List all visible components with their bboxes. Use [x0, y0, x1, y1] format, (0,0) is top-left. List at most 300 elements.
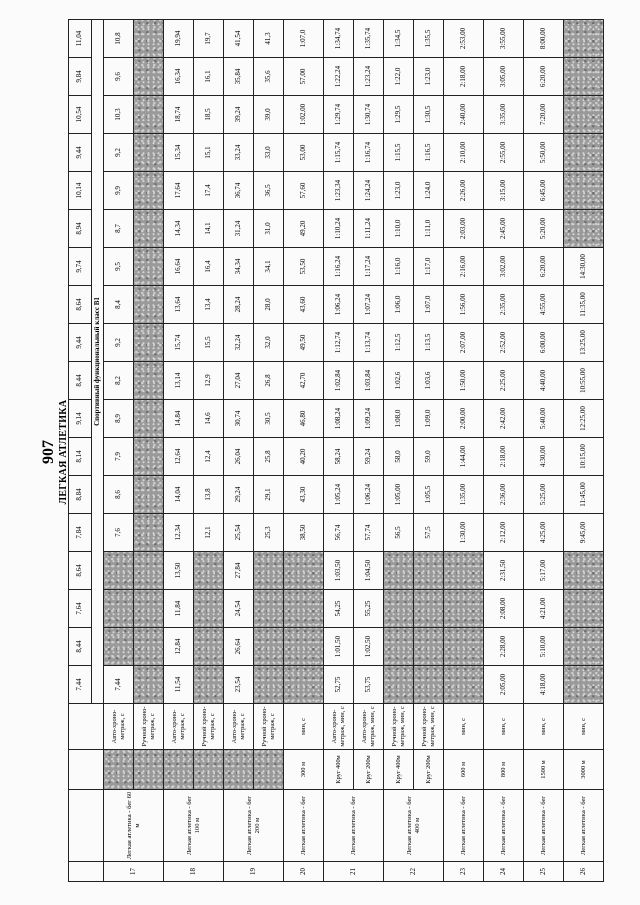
value-cell: 1:02,6 [384, 362, 414, 400]
value-cell [134, 96, 164, 134]
column-header: 8,14 [69, 438, 92, 476]
value-cell: 4:40,00 [524, 362, 564, 400]
row-number: 20 [284, 862, 324, 882]
column-header-row [69, 20, 92, 882]
row-number: 26 [564, 862, 604, 882]
table-row [444, 20, 484, 882]
standards-table [68, 19, 604, 882]
value-cell: 1:50,00 [444, 362, 484, 400]
value-cell: 4:18,00 [524, 666, 564, 704]
event-name: Легкая атлетика - бег [484, 790, 524, 862]
value-cell: 40,20 [284, 438, 324, 476]
value-cell: 2:16,00 [444, 248, 484, 286]
value-cell: 41,54 [224, 20, 254, 58]
value-cell: 9:45,00 [564, 514, 604, 552]
value-cell: 38,50 [284, 514, 324, 552]
value-cell [134, 438, 164, 476]
unit-cell: Ручной хроно-метраж, с [194, 704, 224, 750]
value-cell: 6:20,00 [524, 58, 564, 96]
value-cell [414, 552, 444, 590]
value-cell [104, 552, 134, 590]
row-number: 21 [324, 862, 384, 882]
value-cell: 1:10,0 [384, 210, 414, 248]
table-row [194, 20, 224, 882]
value-cell: 3:02,00 [484, 248, 524, 286]
value-cell [134, 172, 164, 210]
value-cell [134, 362, 164, 400]
value-cell: 8,9 [104, 400, 134, 438]
value-cell: 14,84 [164, 400, 194, 438]
unit-cell: Авто-хроно-метраж, с [224, 704, 254, 750]
value-cell: 2:18,00 [484, 438, 524, 476]
value-cell: 32,24 [224, 324, 254, 362]
value-cell [564, 96, 604, 134]
event-name: Легкая атлетика - бег 100 м [164, 790, 224, 862]
value-cell: 14,04 [164, 476, 194, 514]
value-cell: 39,24 [224, 96, 254, 134]
value-cell: 57,74 [354, 514, 384, 552]
value-cell: 43,30 [284, 476, 324, 514]
value-cell: 3:55,00 [484, 20, 524, 58]
table-row [354, 20, 384, 882]
blank-header-cell [69, 750, 104, 790]
value-cell: 2:08,00 [484, 590, 524, 628]
value-cell: 1:23,0 [384, 172, 414, 210]
value-cell: 2:00,00 [444, 400, 484, 438]
value-cell: 9,5 [104, 248, 134, 286]
value-cell: 3:05,00 [484, 58, 524, 96]
value-cell: 7,6 [104, 514, 134, 552]
value-cell: 59,0 [414, 438, 444, 476]
discipline-cell: 800 м [484, 750, 524, 790]
value-cell [134, 552, 164, 590]
value-cell: 16,64 [164, 248, 194, 286]
unit-cell: Авто-хроно-метраж, с [164, 704, 194, 750]
table-row [384, 20, 414, 882]
value-cell: 16,4 [194, 248, 224, 286]
value-cell: 26,04 [224, 438, 254, 476]
column-header: 9,14 [69, 400, 92, 438]
value-cell: 7,9 [104, 438, 134, 476]
value-cell: 28,24 [224, 286, 254, 324]
value-cell: 5:20,00 [524, 210, 564, 248]
value-cell [284, 590, 324, 628]
table-row [484, 20, 524, 882]
value-cell: 12,9 [194, 362, 224, 400]
column-header: 8,84 [69, 476, 92, 514]
value-cell [284, 666, 324, 704]
value-cell: 1:11,0 [414, 210, 444, 248]
unit-cell: Ручной хроно-метраж, мин, с [414, 704, 444, 750]
value-cell: 1:23,34 [324, 172, 354, 210]
event-name: Легкая атлетика - бег [524, 790, 564, 862]
discipline-cell: 1500 м [524, 750, 564, 790]
value-cell [414, 628, 444, 666]
value-cell [134, 476, 164, 514]
value-cell: 1:44,00 [444, 438, 484, 476]
value-cell [254, 628, 284, 666]
value-cell: 27,84 [224, 552, 254, 590]
table-row [564, 20, 604, 882]
value-cell: 8,7 [104, 210, 134, 248]
value-cell [134, 286, 164, 324]
value-cell: 1:09,24 [354, 400, 384, 438]
value-cell [194, 552, 224, 590]
value-cell: 33,24 [224, 134, 254, 172]
column-header: 7,64 [69, 590, 92, 628]
event-name: Легкая атлетика - бег 60 м [104, 790, 164, 862]
value-cell: 2:42,00 [484, 400, 524, 438]
class-label: Спортивный функциональный класс В1 [92, 20, 104, 704]
value-cell: 36,5 [254, 172, 284, 210]
value-cell: 15,74 [164, 324, 194, 362]
value-cell: 13,4 [194, 286, 224, 324]
value-cell [104, 628, 134, 666]
column-header: 7,44 [69, 666, 92, 704]
value-cell: 1:17,0 [414, 248, 444, 286]
value-cell: 4:55,00 [524, 286, 564, 324]
value-cell: 2:31,50 [484, 552, 524, 590]
value-cell [134, 590, 164, 628]
value-cell: 53,75 [354, 666, 384, 704]
value-cell [564, 210, 604, 248]
value-cell: 13,50 [164, 552, 194, 590]
value-cell: 56,5 [384, 514, 414, 552]
value-cell [134, 628, 164, 666]
value-cell: 8,6 [104, 476, 134, 514]
table-row [254, 20, 284, 882]
discipline-cell [134, 750, 164, 790]
value-cell [134, 134, 164, 172]
page-title: ЛЕГКАЯ АТЛЕТИКА [58, 399, 69, 505]
value-cell: 5:10,00 [524, 628, 564, 666]
value-cell [384, 666, 414, 704]
discipline-cell: Круг 200м [354, 750, 384, 790]
value-cell: 1:02,00 [284, 96, 324, 134]
value-cell [384, 628, 414, 666]
value-cell: 1:06,24 [324, 286, 354, 324]
value-cell: 12:25,00 [564, 400, 604, 438]
value-cell: 1:34,5 [384, 20, 414, 58]
value-cell: 1:13,74 [354, 324, 384, 362]
value-cell: 11:35,00 [564, 286, 604, 324]
value-cell: 1:05,00 [384, 476, 414, 514]
value-cell: 15,34 [164, 134, 194, 172]
value-cell: 36,74 [224, 172, 254, 210]
value-cell: 13,14 [164, 362, 194, 400]
discipline-cell [224, 750, 254, 790]
value-cell: 1:29,5 [384, 96, 414, 134]
value-cell: 31,24 [224, 210, 254, 248]
value-cell: 1:05,5 [414, 476, 444, 514]
value-cell: 14,34 [164, 210, 194, 248]
value-cell: 8:00,00 [524, 20, 564, 58]
value-cell: 53,50 [284, 248, 324, 286]
value-cell [254, 552, 284, 590]
event-name: Легкая атлетика - бег [324, 790, 384, 862]
value-cell: 12,1 [194, 514, 224, 552]
value-cell: 12,34 [164, 514, 194, 552]
event-name: Легкая атлетика - бег [444, 790, 484, 862]
value-cell [134, 20, 164, 58]
value-cell: 2:28,00 [484, 628, 524, 666]
value-cell [564, 552, 604, 590]
unit-cell: мин, с [284, 704, 324, 750]
value-cell: 5:17,00 [524, 552, 564, 590]
value-cell: 7,44 [104, 666, 134, 704]
value-cell: 2:07,00 [444, 324, 484, 362]
value-cell: 29,24 [224, 476, 254, 514]
unit-cell: Авто-хроно-метраж, с [104, 704, 134, 750]
value-cell: 29,1 [254, 476, 284, 514]
value-cell: 19,7 [194, 20, 224, 58]
value-cell [444, 666, 484, 704]
value-cell: 28,0 [254, 286, 284, 324]
value-cell: 35,84 [224, 58, 254, 96]
blank-header-cell [69, 862, 104, 882]
value-cell: 30,74 [224, 400, 254, 438]
value-cell: 23,54 [224, 666, 254, 704]
value-cell: 4:25,00 [524, 514, 564, 552]
discipline-cell: 3000 м [564, 750, 604, 790]
discipline-cell [194, 750, 224, 790]
value-cell: 2:40,00 [444, 96, 484, 134]
column-header: 11,04 [69, 20, 92, 58]
value-cell: 1:22,0 [384, 58, 414, 96]
value-cell [564, 628, 604, 666]
value-cell: 49,20 [284, 210, 324, 248]
value-cell [194, 666, 224, 704]
column-header: 8,64 [69, 286, 92, 324]
value-cell: 1:03,6 [414, 362, 444, 400]
value-cell: 10:15,00 [564, 438, 604, 476]
value-cell: 24,54 [224, 590, 254, 628]
value-cell: 10,8 [104, 20, 134, 58]
value-cell [254, 590, 284, 628]
value-cell: 9,2 [104, 324, 134, 362]
table-row [164, 20, 194, 882]
value-cell: 58,0 [384, 438, 414, 476]
value-cell: 1:12,74 [324, 324, 354, 362]
column-header: 10,14 [69, 172, 92, 210]
value-cell: 1:06,0 [384, 286, 414, 324]
value-cell: 11,84 [164, 590, 194, 628]
value-cell [194, 590, 224, 628]
value-cell [104, 590, 134, 628]
value-cell: 13:25,00 [564, 324, 604, 362]
value-cell: 12,64 [164, 438, 194, 476]
value-cell [194, 628, 224, 666]
value-cell: 1:03,50 [324, 552, 354, 590]
value-cell: 19,94 [164, 20, 194, 58]
value-cell: 31,0 [254, 210, 284, 248]
discipline-cell: Круг 400м [324, 750, 354, 790]
value-cell [564, 666, 604, 704]
blank-header-cell [69, 790, 104, 862]
value-cell: 39,0 [254, 96, 284, 134]
column-header: 10,54 [69, 96, 92, 134]
value-cell: 13,64 [164, 286, 194, 324]
row-number: 25 [524, 862, 564, 882]
value-cell: 1:07,0 [414, 286, 444, 324]
value-cell: 2:05,00 [484, 666, 524, 704]
value-cell [444, 628, 484, 666]
value-cell: 2:55,00 [484, 134, 524, 172]
table-row [324, 20, 354, 882]
value-cell: 4:30,00 [524, 438, 564, 476]
value-cell [134, 58, 164, 96]
table-row [414, 20, 444, 882]
value-cell: 11,54 [164, 666, 194, 704]
value-cell: 57,60 [284, 172, 324, 210]
value-cell: 1:34,74 [324, 20, 354, 58]
table-row [104, 20, 134, 882]
value-cell: 7:20,00 [524, 96, 564, 134]
value-cell [444, 552, 484, 590]
value-cell: 6:00,00 [524, 324, 564, 362]
value-cell: 1:10,24 [324, 210, 354, 248]
value-cell: 1:24,0 [414, 172, 444, 210]
value-cell: 41,3 [254, 20, 284, 58]
row-number: 24 [484, 862, 524, 882]
value-cell: 11:45,00 [564, 476, 604, 514]
unit-cell: Ручной хроно-метраж, с [254, 704, 284, 750]
column-header: 8,44 [69, 362, 92, 400]
value-cell: 15,5 [194, 324, 224, 362]
value-cell: 30,5 [254, 400, 284, 438]
column-header: 9,74 [69, 248, 92, 286]
value-cell: 26,8 [254, 362, 284, 400]
value-cell: 55,25 [354, 590, 384, 628]
value-cell: 52,75 [324, 666, 354, 704]
value-cell: 5:40,00 [524, 400, 564, 438]
value-cell: 1:16,0 [384, 248, 414, 286]
value-cell [414, 590, 444, 628]
value-cell: 43,60 [284, 286, 324, 324]
value-cell: 58,24 [324, 438, 354, 476]
value-cell: 1:12,5 [384, 324, 414, 362]
value-cell: 6:20,00 [524, 248, 564, 286]
discipline-cell [104, 750, 134, 790]
value-cell: 1:02,84 [324, 362, 354, 400]
value-cell: 1:35,74 [354, 20, 384, 58]
value-cell: 5:25,00 [524, 476, 564, 514]
page-number: 907 [40, 440, 57, 464]
value-cell: 2:18,00 [444, 58, 484, 96]
value-cell: 16,34 [164, 58, 194, 96]
value-cell: 1:30,74 [354, 96, 384, 134]
value-cell: 1:16,74 [354, 134, 384, 172]
discipline-cell [254, 750, 284, 790]
row-number: 18 [164, 862, 224, 882]
value-cell [254, 666, 284, 704]
value-cell: 35,6 [254, 58, 284, 96]
value-cell [564, 58, 604, 96]
value-cell [564, 590, 604, 628]
value-cell: 2:35,00 [484, 286, 524, 324]
value-cell [134, 400, 164, 438]
table-row [134, 20, 164, 882]
value-cell: 26,64 [224, 628, 254, 666]
value-cell: 1:23,0 [414, 58, 444, 96]
discipline-cell [164, 750, 194, 790]
value-cell: 1:16,24 [324, 248, 354, 286]
value-cell: 1:16,5 [414, 134, 444, 172]
discipline-cell: 600 м [444, 750, 484, 790]
discipline-cell: 300 м [284, 750, 324, 790]
value-cell: 1:13,5 [414, 324, 444, 362]
value-cell: 9,2 [104, 134, 134, 172]
value-cell: 18,74 [164, 96, 194, 134]
value-cell: 1:30,5 [414, 96, 444, 134]
value-cell [284, 628, 324, 666]
value-cell: 8,4 [104, 286, 134, 324]
value-cell: 2:12,00 [484, 514, 524, 552]
column-header: 7,84 [69, 514, 92, 552]
value-cell [134, 324, 164, 362]
value-cell: 14,6 [194, 400, 224, 438]
event-name: Легкая атлетика - бег 200 м [224, 790, 284, 862]
value-cell: 49,50 [284, 324, 324, 362]
discipline-cell: Круг 400м [384, 750, 414, 790]
value-cell [564, 20, 604, 58]
value-cell: 1:35,5 [414, 20, 444, 58]
value-cell: 15,1 [194, 134, 224, 172]
column-header: 8,94 [69, 210, 92, 248]
value-cell: 5:50,00 [524, 134, 564, 172]
value-cell: 2:52,00 [484, 324, 524, 362]
value-cell: 56,74 [324, 514, 354, 552]
value-cell: 25,54 [224, 514, 254, 552]
value-cell: 1:06,24 [354, 476, 384, 514]
value-cell: 1:07,24 [354, 286, 384, 324]
value-cell: 2:10,00 [444, 134, 484, 172]
value-cell: 2:03,00 [444, 210, 484, 248]
table-row [284, 20, 324, 882]
value-cell: 32,0 [254, 324, 284, 362]
value-cell: 14:30,00 [564, 248, 604, 286]
blank-header-cell [69, 704, 104, 750]
value-cell: 53,00 [284, 134, 324, 172]
unit-cell: мин, с [564, 704, 604, 750]
value-cell: 1:08,24 [324, 400, 354, 438]
value-cell: 12,84 [164, 628, 194, 666]
unit-cell: мин, с [444, 704, 484, 750]
value-cell [134, 248, 164, 286]
value-cell: 1:01,50 [324, 628, 354, 666]
value-cell: 2:45,00 [484, 210, 524, 248]
value-cell: 10,3 [104, 96, 134, 134]
value-cell: 2:26,00 [444, 172, 484, 210]
value-cell: 2:36,00 [484, 476, 524, 514]
value-cell: 33,0 [254, 134, 284, 172]
value-cell: 1:07,0 [284, 20, 324, 58]
row-number: 22 [384, 862, 444, 882]
value-cell [444, 590, 484, 628]
value-cell: 1:09,0 [414, 400, 444, 438]
value-cell: 59,24 [354, 438, 384, 476]
value-cell: 1:15,5 [384, 134, 414, 172]
value-cell: 1:35,00 [444, 476, 484, 514]
unit-cell: Ручной хроно-метраж, с [134, 704, 164, 750]
value-cell: 57,5 [414, 514, 444, 552]
value-cell: 16,1 [194, 58, 224, 96]
row-number: 23 [444, 862, 484, 882]
value-cell: 34,1 [254, 248, 284, 286]
value-cell: 3:15,00 [484, 172, 524, 210]
value-cell: 12,4 [194, 438, 224, 476]
unit-cell: мин, с [484, 704, 524, 750]
